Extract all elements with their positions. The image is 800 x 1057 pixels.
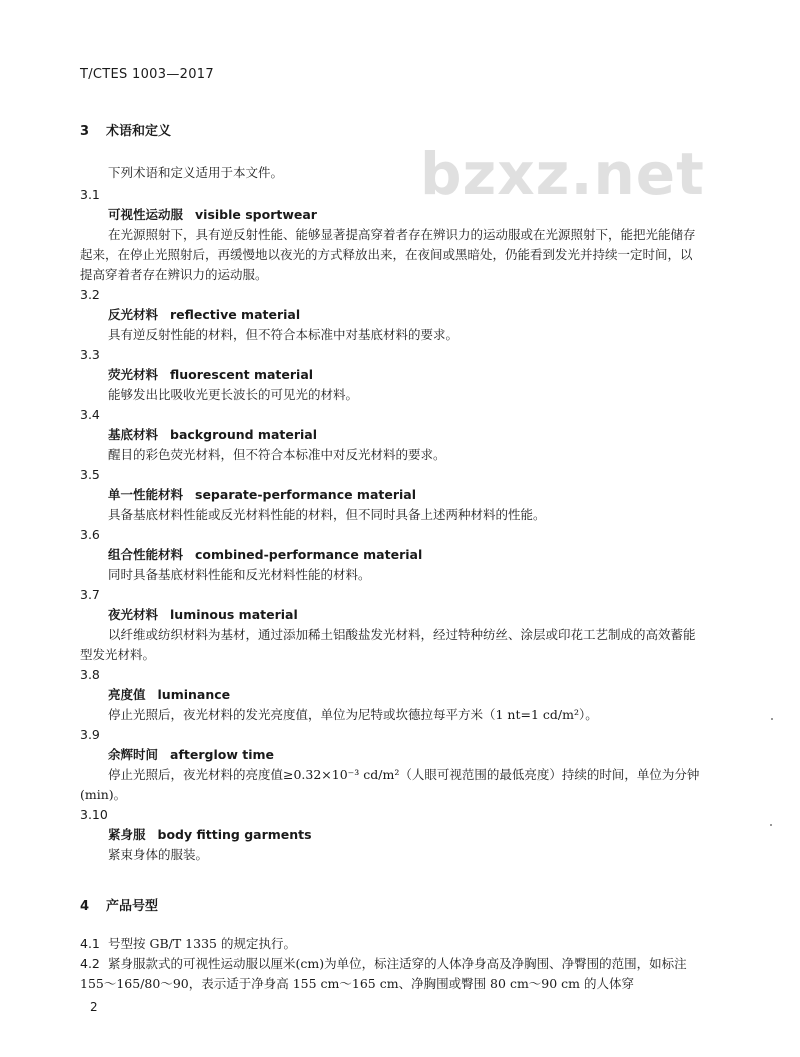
term-definition: 具有逆反射性能的材料，但不符合本标准中对基底材料的要求。	[108, 327, 459, 342]
term-title	[80, 745, 700, 765]
term-zh: 夜光材料	[108, 607, 159, 622]
term-zh: 反光材料	[108, 307, 159, 322]
item-text: 号型按 GB/T 1335 的规定执行。	[108, 936, 296, 951]
scan-speck	[770, 824, 772, 826]
term-title	[80, 365, 700, 385]
main-content	[80, 120, 700, 994]
term-entry	[80, 405, 700, 465]
term-title	[80, 485, 700, 505]
term-en: afterglow time	[170, 747, 274, 762]
term-zh: 单一性能材料	[108, 487, 184, 502]
section-3-title: 术语和定义	[106, 124, 172, 139]
document-id-header: T/CTES 1003—2017	[80, 67, 214, 82]
section-4-items	[80, 934, 700, 994]
term-en: body fitting garments	[157, 827, 312, 842]
section-4-item	[80, 954, 700, 994]
section-3-intro: 下列术语和定义适用于本文件。	[108, 165, 284, 180]
term-title	[80, 205, 700, 225]
term-entry	[80, 805, 700, 865]
term-zh: 可视性运动服	[108, 207, 184, 222]
term-definition: 具备基底材料性能或反光材料性能的材料，但不同时具备上述两种材料的性能。	[108, 507, 546, 522]
term-entry	[80, 465, 700, 525]
section-3-heading	[80, 120, 700, 139]
term-title	[80, 605, 700, 625]
watermark: bzxz.net	[420, 140, 705, 208]
term-zh: 紧身服	[108, 827, 146, 842]
term-zh: 基底材料	[108, 427, 159, 442]
term-en: separate-performance material	[195, 487, 417, 502]
term-zh: 余辉时间	[108, 747, 159, 762]
term-en: visible sportwear	[195, 207, 317, 222]
term-title	[80, 825, 700, 845]
term-en: background material	[170, 427, 318, 442]
term-en: reflective material	[170, 307, 301, 322]
item-number: 4.2	[80, 956, 100, 971]
item-text: 紧身服款式的可视性运动服以厘米(cm)为单位，标注适穿的人体净身高及净胸围、净臀围的范围，如标注 155～165/80～90，表示适于净身高 155 cm～165 cm、净胸围或臀围 80 cm～90 cm 的人体穿	[80, 956, 687, 991]
term-en: combined-performance material	[195, 547, 423, 562]
term-number: 3.9	[80, 727, 100, 742]
term-zh: 亮度值	[108, 687, 146, 702]
term-entry	[80, 585, 700, 665]
term-en: luminous material	[170, 607, 298, 622]
term-number: 3.4	[80, 407, 100, 422]
term-title	[80, 425, 700, 445]
section-4-number: 4	[80, 899, 90, 914]
term-number: 3.1	[80, 187, 100, 202]
term-entry	[80, 665, 700, 725]
term-number: 3.2	[80, 287, 100, 302]
term-definition: 停止光照后，夜光材料的亮度值≥0.32×10⁻³ cd/m²（人眼可视范围的最低亮度）持续的时间，单位为分钟(min)。	[80, 767, 700, 802]
term-definition: 停止光照后，夜光材料的发光亮度值，单位为尼特或坎德拉每平方米（1 nt=1 cd/m²）。	[108, 707, 598, 722]
section-4-heading	[80, 895, 700, 914]
term-definition: 醒目的彩色荧光材料，但不符合本标准中对反光材料的要求。	[108, 447, 446, 462]
term-definition: 以纤维或纺织材料为基材，通过添加稀土铝酸盐发光材料，经过特种纺丝、涂层或印花工艺制成的高效蓄能型发光材料。	[80, 627, 696, 662]
term-definition: 紧束身体的服装。	[108, 847, 209, 862]
term-entry	[80, 285, 700, 345]
term-number: 3.6	[80, 527, 100, 542]
term-definition: 在光源照射下，具有逆反射性能、能够显著提高穿着者存在辨识力的运动服或在光源照射下，能把光能储存起来，在停止光照射后，再缓慢地以夜光的方式释放出来，在夜间或黑暗处，仍能看到发光并持续一定时间，以提高穿着者存在辨识力的运动服。	[80, 227, 696, 282]
term-definition: 能够发出比吸收光更长波长的可见光的材料。	[108, 387, 359, 402]
page-number: 2	[90, 1000, 98, 1014]
term-entry	[80, 345, 700, 405]
term-entry	[80, 525, 700, 585]
term-entry	[80, 185, 700, 285]
term-zh: 荧光材料	[108, 367, 159, 382]
section-4-title: 产品号型	[106, 899, 159, 914]
item-number: 4.1	[80, 936, 100, 951]
term-en: luminance	[157, 687, 231, 702]
term-number: 3.5	[80, 467, 100, 482]
term-number: 3.3	[80, 347, 100, 362]
term-title	[80, 305, 700, 325]
term-number: 3.7	[80, 587, 100, 602]
scan-speck	[771, 718, 773, 720]
terms-list	[80, 185, 700, 865]
term-title	[80, 685, 700, 705]
section-4-item	[80, 934, 700, 954]
term-number: 3.8	[80, 667, 100, 682]
term-definition: 同时具备基底材料性能和反光材料性能的材料。	[108, 567, 371, 582]
term-title	[80, 545, 700, 565]
term-zh: 组合性能材料	[108, 547, 184, 562]
section-3-number: 3	[80, 124, 90, 139]
term-number: 3.10	[80, 807, 108, 822]
term-entry	[80, 725, 700, 805]
term-en: fluorescent material	[170, 367, 314, 382]
